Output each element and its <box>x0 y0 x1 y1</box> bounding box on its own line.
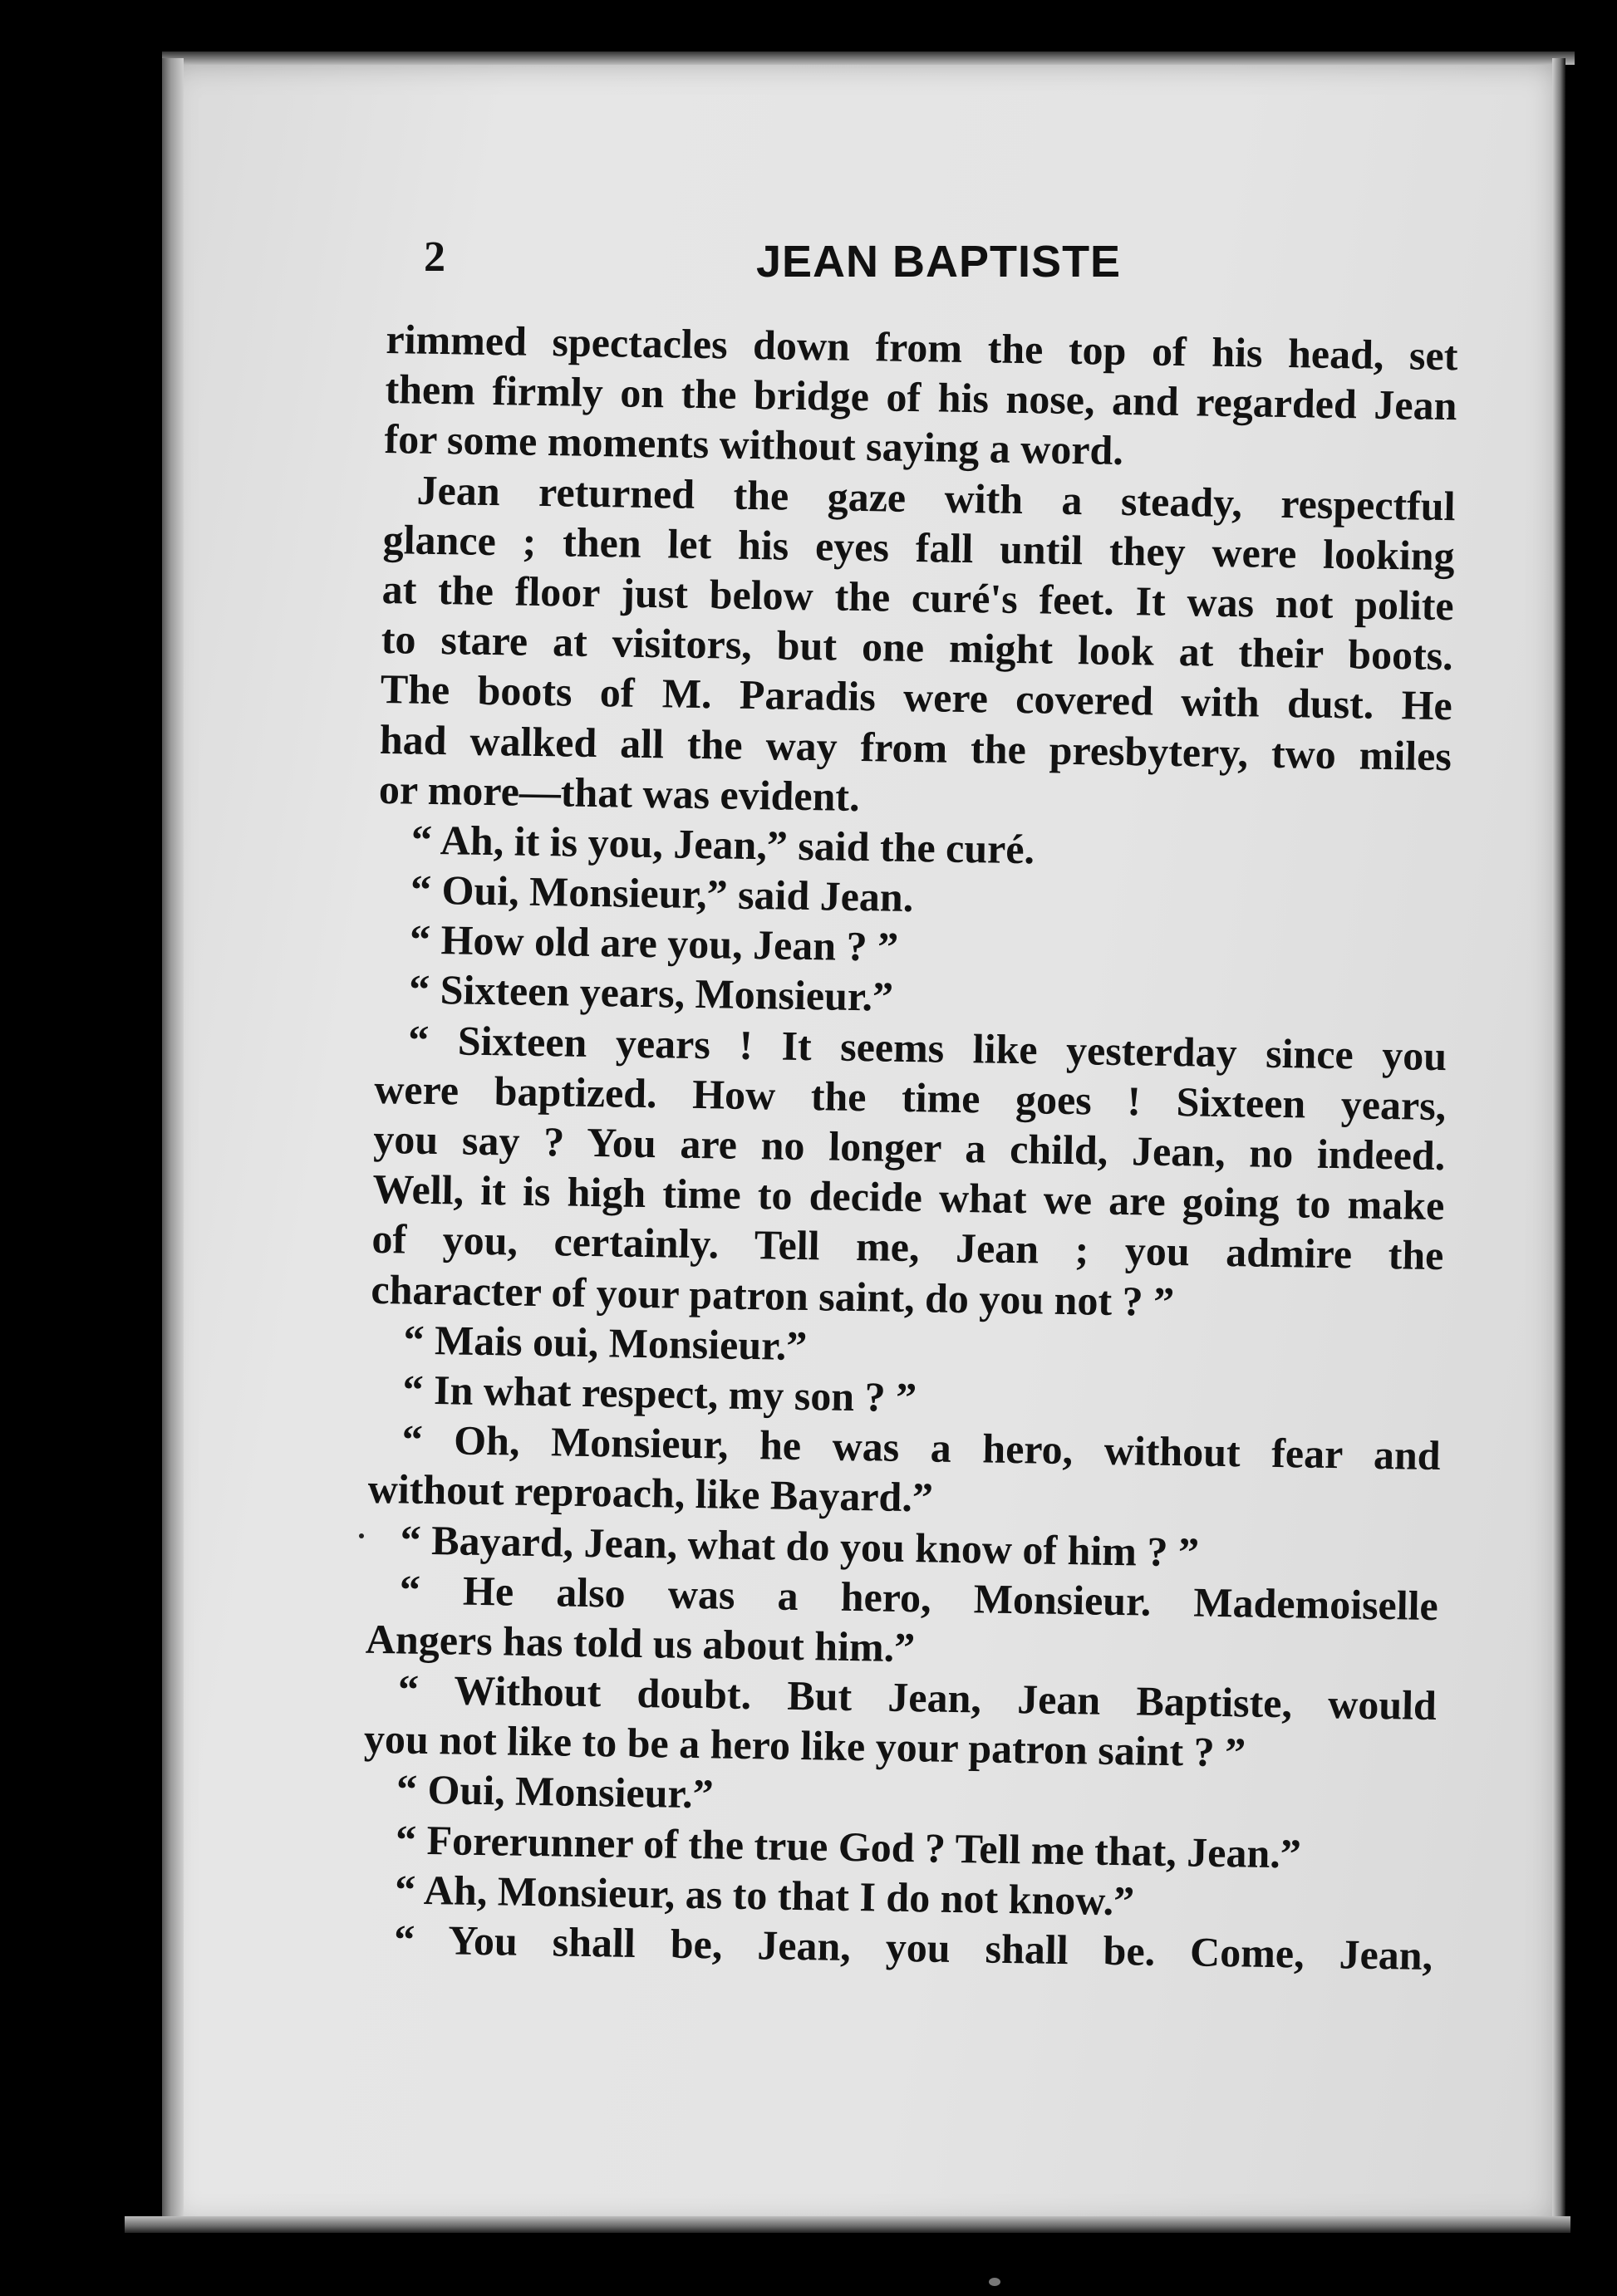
body-text <box>361 314 1458 1980</box>
text-line: without reproach, like Bayard.” <box>367 1465 934 1521</box>
page-number: 2 <box>424 233 445 281</box>
text-line: “ Sixteen years, Monsieur.” <box>408 965 894 1021</box>
text-line: “ Bayard, Jean, what do you know of him ? ” <box>400 1515 1200 1576</box>
text-line: “ Mais oui, Monsieur.” <box>403 1316 808 1369</box>
text-line: “ Oui, Monsieur,” said Jean. <box>410 866 914 921</box>
text-line: at the floor just below the curé's feet. It was not polite <box>381 565 1455 630</box>
text-line: “ How old are you, Jean ? ” <box>409 915 899 971</box>
text-line: Angers has told us about him.” <box>365 1615 916 1671</box>
text-line: “ Oh, Monsieur, he was a hero, without fear and <box>401 1415 1442 1479</box>
text-line: “ Without doubt. But Jean, Jean Baptiste, would <box>397 1666 1438 1729</box>
text-line: or more—that was evident. <box>378 765 861 820</box>
text-line: of you, certainly. Tell me, Jean ; you admire the <box>371 1215 1444 1279</box>
text-line: were baptized. How the time goes ! Sixteen years, <box>373 1065 1447 1129</box>
text-line: Jean returned the gaze with a steady, respectful <box>416 466 1456 529</box>
page-top-edge <box>162 52 1575 65</box>
text-line: “ Oui, Monsieur.” <box>396 1765 715 1818</box>
text-line: “ Sixteen years ! It seems like yesterday since you <box>407 1016 1447 1079</box>
text-line: “ Ah, it is you, Jean,” said the curé. <box>410 816 1035 873</box>
text-line: “ Forerunner of the true God ? Tell me that, Jean.” <box>395 1816 1302 1877</box>
text-line: rimmed spectacles down from the top of his head, set <box>386 315 1458 380</box>
text-line: “ You shall be, Jean, you shall be. Come, Jean, <box>393 1916 1433 1980</box>
page-bottom-edge <box>125 2216 1570 2233</box>
text-line: to stare at visitors, but one might look at their boots. <box>381 616 1454 679</box>
running-head: JEAN BAPTISTE <box>756 237 1122 287</box>
page-right-edge <box>1552 58 1565 2230</box>
page-left-edge <box>162 58 184 2230</box>
text-line: Well, it is high time to decide what we are going to make <box>372 1165 1445 1229</box>
text-line: them firmly on the bridge of his nose, and regarded Jean <box>385 365 1457 429</box>
text-line: for some moments without saying a word. <box>384 415 1124 474</box>
scan-speck <box>989 2278 1000 2286</box>
text-line: had walked all the way from the presbytery, two miles <box>379 715 1452 779</box>
text-line: you not like to be a hero like your patron saint ? ” <box>363 1715 1246 1776</box>
text-line: “ Ah, Monsieur, as to that I do not know.” <box>394 1866 1135 1925</box>
text-line: “ In what respect, my son ? ” <box>402 1366 917 1421</box>
text-line: glance ; then let his eyes fall until they were looking <box>382 515 1456 579</box>
text-line: The boots of M. Paradis were covered with dust. He <box>380 665 1453 729</box>
scan-speck <box>359 1533 364 1538</box>
text-line: character of your patron saint, do you not ? ” <box>371 1265 1175 1325</box>
text-line: you say ? You are no longer a child, Jean, no indeed. <box>372 1115 1446 1180</box>
text-line: “ He also was a hero, Monsieur. Mademoiselle <box>399 1566 1439 1629</box>
